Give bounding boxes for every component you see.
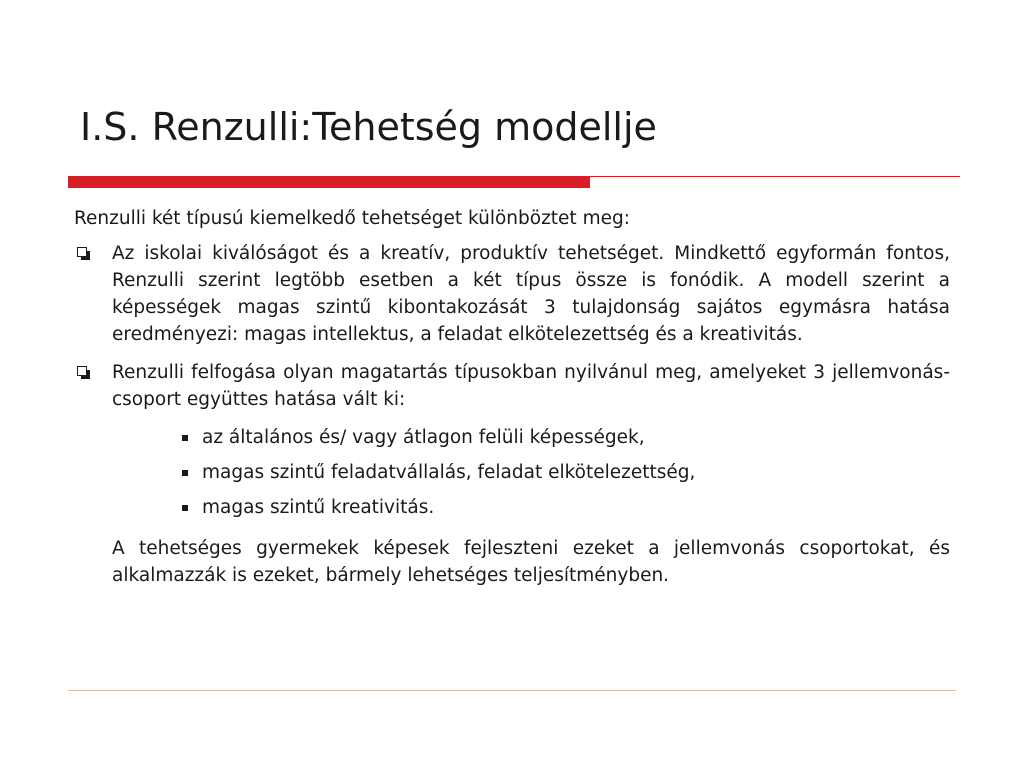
checkbox-bullet-icon bbox=[77, 247, 87, 257]
bullet-item bbox=[74, 359, 950, 413]
title-underline-thick bbox=[68, 176, 590, 188]
sub-bullet-item bbox=[74, 459, 950, 486]
slide-body bbox=[74, 205, 950, 589]
closing-text: A tehetséges gyermekek képesek fejleszteni ezeket a jellemvonás csoportokat, és alkalmazzák is ezeket, bármely lehetséges teljesítményben. bbox=[112, 538, 950, 586]
sub-bullet-item bbox=[74, 424, 950, 451]
bullet-text: Az iskolai kiválóságot és a kreatív, produktív tehetséget. Mindkettő egyformán fontos, Renzulli szerint legtöbb esetben a két típus össze is fonódik. A modell szerint a képességek magas szintű kibontakozását 3 tulajdonság sajátos egymásra hatása eredményezi: magas intellektus, a feladat elkötelezettség és a kreativitás. bbox=[112, 243, 950, 345]
sub-bullet-text: magas szintű feladatvállalás, feladat elkötelezettség, bbox=[202, 462, 696, 483]
title-underline-thin bbox=[590, 176, 960, 177]
sub-bullet-text: magas szintű kreativitás. bbox=[202, 497, 435, 518]
sub-bullet-text: az általános és/ vagy átlagon felüli képességek, bbox=[202, 427, 645, 448]
square-bullet-icon bbox=[182, 435, 188, 441]
footer-divider bbox=[68, 690, 956, 691]
square-bullet-icon bbox=[182, 470, 188, 476]
checkbox-bullet-icon bbox=[77, 366, 87, 376]
intro-text: Renzulli két típusú kiemelkedő tehetséget különböztet meg: bbox=[74, 208, 630, 229]
sub-bullet-list bbox=[74, 424, 950, 521]
bullet-item bbox=[74, 240, 950, 348]
square-bullet-icon bbox=[182, 505, 188, 511]
bullet-text: Renzulli felfogása olyan magatartás típusokban nyilvánul meg, amelyeket 3 jellemvonás-csoport együttes hatása vált ki: bbox=[112, 362, 950, 410]
sub-bullet-item bbox=[74, 494, 950, 521]
slide-title: I.S. Renzulli:Tehetség modellje bbox=[80, 105, 657, 149]
